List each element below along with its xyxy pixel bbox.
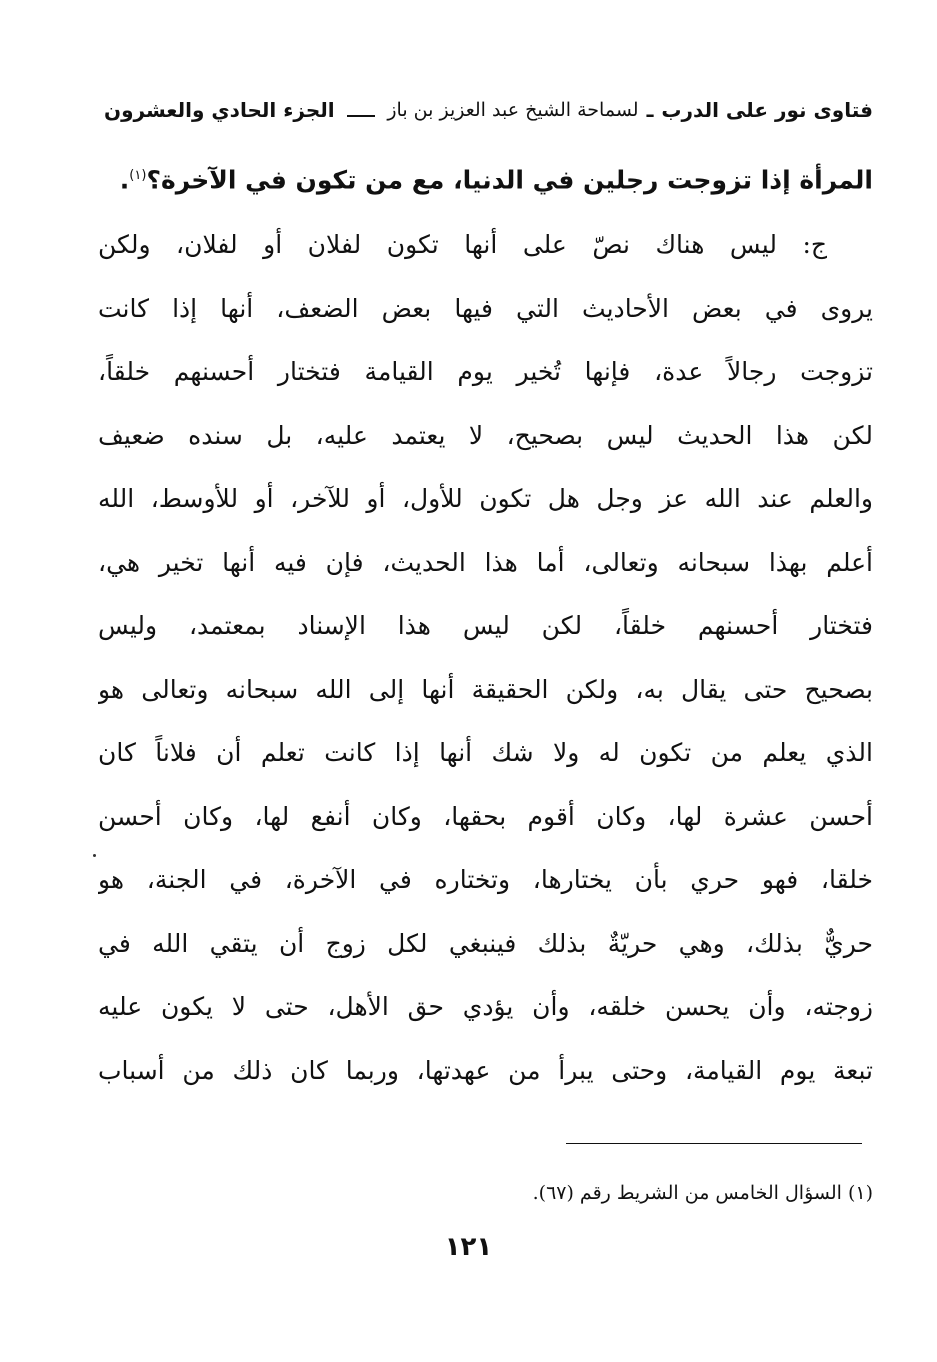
question-heading — [98, 148, 873, 208]
header-dash: ـ — [646, 98, 654, 122]
answer-line: خلقا، فهو حري بأن يختارها، وتختاره في الآخرة، في الجنة، هو — [98, 865, 873, 894]
answer-line: تزوجت رجالاً عدة، فإنها تُخير يوم القيامة فتختار أحسنهم خلقاً، — [98, 357, 873, 386]
answer-line: حريٌّ بذلك، وهي حريّةٌ بذلك فينبغي لكل زوج أن يتقي الله في — [98, 928, 873, 958]
scan-speck — [93, 854, 96, 857]
footnote-separator — [566, 1143, 862, 1144]
answer-line: تبعة يوم القيامة، وحتى يبرأ من عهدتها، وربما كان ذلك من أسباب — [98, 1055, 873, 1085]
answer-line: زوجته، وأن يحسن خلقه، وأن يؤدي حق الأهل، حتى لا يكون عليه — [98, 992, 873, 1021]
answer-text — [98, 213, 873, 1102]
running-header — [104, 92, 873, 128]
question-text: المرأة إذا تزوجت رجلين في الدنيا، مع من تكون في الآخرة؟ — [146, 165, 873, 195]
page-number: ١٢١ — [444, 1232, 493, 1262]
answer-line: ج: ليس هناك نصّ على أنها تكون لفلان أو لفلان، ولكن — [98, 230, 827, 259]
question-end: . — [119, 165, 130, 195]
header-rule — [347, 115, 376, 117]
footnote: (١) السؤال الخامس من الشريط رقم (٦٧). — [532, 1182, 873, 1204]
volume-title: الجزء الحادي والعشرون — [104, 98, 335, 122]
answer-line: فتختار أحسنهم خلقاً، لكن ليس هذا الإسناد بمعتمد، وليس — [98, 611, 873, 640]
answer-line: الذي يعلم من تكون له ولا شك أنها إذا كانت تعلم أن فلاناً كان — [98, 738, 873, 767]
answer-line: لكن هذا الحديث ليس بصحيح، لا يعتمد عليه، بل سنده ضعيف — [98, 420, 873, 450]
answer-line: يروى في بعض الأحاديث التي فيها بعض الضعف، أنها إذا كانت — [98, 293, 873, 323]
answer-line: أعلم بهذا سبحانه وتعالى، أما هذا الحديث، فإن فيه أنها تخير هي، — [98, 547, 873, 577]
footnote-reference: (١) — [129, 168, 147, 183]
author-name: لسماحة الشيخ عبد العزيز بن باز — [387, 99, 639, 121]
answer-line: بصحيح حتى يقال به، ولكن الحقيقة أنها إلى الله سبحانه وتعالى هو — [98, 674, 873, 704]
answer-line: أحسن عشرة لها، وكان أقوم بحقها، وكان أنفع لها، وكان أحسن — [98, 801, 873, 831]
answer-line: والعلم عند الله عز وجل هل تكون للأول، أو للآخر، أو للأوسط، الله — [98, 484, 873, 513]
book-title: فتاوى نور على الدرب — [661, 98, 873, 122]
